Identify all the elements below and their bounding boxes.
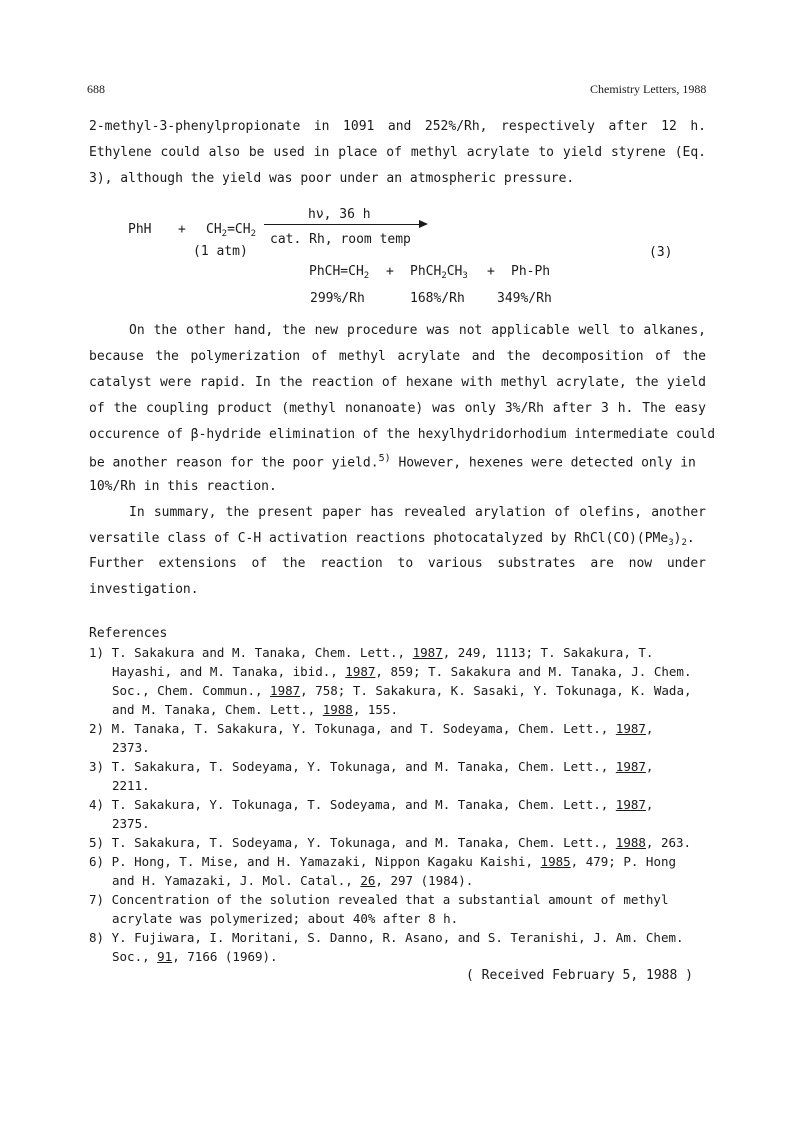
reference-line: 2211.	[112, 778, 150, 793]
paragraph-line: of the coupling product (methyl nonanoate) was only 3%/Rh after 3 h. The easy	[89, 401, 706, 416]
plus-sign: +	[487, 264, 495, 279]
conditions-top: hν, 36 h	[308, 207, 371, 222]
paragraph-line: 10%/Rh in this reaction.	[89, 479, 277, 494]
paragraph-line: catalyst were rapid. In the reaction of hexane with methyl acrylate, the yield	[89, 375, 706, 390]
reference-line: 8) Y. Fujiwara, I. Moritani, S. Danno, R. Asano, and S. Teranishi, J. Am. Chem.	[89, 930, 684, 945]
yield-ethylbenzene: 168%/Rh	[410, 291, 465, 306]
equation-number: (3)	[649, 245, 673, 260]
reference-line: and H. Yamazaki, J. Mol. Catal., 26, 297 (1984).	[112, 873, 474, 888]
reference-line: Hayashi, and M. Tanaka, ibid., 1987, 859; T. Sakakura and M. Tanaka, J. Chem.	[112, 664, 692, 679]
reference-line: acrylate was polymerized; about 40% after 8 h.	[112, 911, 459, 926]
references-heading: References	[89, 626, 168, 641]
yield-biphenyl: 349%/Rh	[497, 291, 552, 306]
plus-sign: +	[386, 264, 394, 279]
reference-line: 5) T. Sakakura, T. Sodeyama, Y. Tokunaga, and M. Tanaka, Chem. Lett., 1988, 263.	[89, 835, 692, 850]
reference-line: 2375.	[112, 816, 150, 831]
product-styrene: $PhCH=CH_2$	[309, 264, 370, 281]
paragraph-line: In summary, the present paper has revealed arylation of olefins, another	[129, 505, 706, 520]
paragraph-line: investigation.	[89, 582, 199, 597]
reference-line: 7) Concentration of the solution revealed that a substantial amount of methyl	[89, 892, 669, 907]
reference-line: 4) T. Sakakura, Y. Tokunaga, T. Sodeyama, and M. Tanaka, Chem. Lett., 1987,	[89, 797, 654, 812]
reference-line: 3) T. Sakakura, T. Sodeyama, Y. Tokunaga, and M. Tanaka, Chem. Lett., 1987,	[89, 759, 654, 774]
paragraph-line: 2-methyl-3-phenylpropionate in 1091 and 252%/Rh, respectively after 12 h.	[89, 119, 706, 134]
reference-line: Soc., Chem. Commun., 1987, 758; T. Sakakura, K. Sasaki, Y. Tokunaga, K. Wada,	[112, 683, 692, 698]
paragraph-line: Ethylene could also be used in place of methyl acrylate to yield styrene (Eq.	[89, 145, 706, 160]
reference-line: Soc., 91, 7166 (1969).	[112, 949, 278, 964]
page-number: 688	[87, 82, 105, 96]
reference-line: 2) M. Tanaka, T. Sakakura, Y. Tokunaga, and T. Sodeyama, Chem. Lett., 1987,	[89, 721, 654, 736]
reactant-benzene: PhH	[128, 222, 152, 237]
reactant-ethylene: $CH_2=CH_2$	[206, 222, 256, 239]
yield-styrene: 299%/Rh	[310, 291, 365, 306]
paragraph-line: 3), although the yield was poor under an atmospheric pressure.	[89, 171, 575, 186]
reference-line: 2373.	[112, 740, 150, 755]
product-ethylbenzene: $PhCH_2CH_3$	[410, 264, 468, 281]
paragraph-line: Further extensions of the reaction to various substrates are now under	[89, 556, 706, 571]
reference-line: 6) P. Hong, T. Mise, and H. Yamazaki, Nippon Kagaku Kaishi, 1985, 479; P. Hong	[89, 854, 677, 869]
plus-sign: +	[178, 222, 186, 237]
pressure-label: (1 atm)	[193, 244, 248, 259]
paragraph-line: occurence of β-hydride elimination of the hexylhydridorhodium intermediate could	[89, 427, 716, 442]
product-biphenyl: Ph-Ph	[511, 264, 551, 279]
paragraph-line: be another reason for the poor yield.$^{5)}$ However, hexenes were detected only in	[89, 453, 696, 471]
arrow-head-icon	[419, 220, 428, 228]
journal-header: Chemistry Letters, 1988	[590, 82, 707, 96]
paragraph-line: versatile class of C-H activation reactions photocatalyzed by $RhCl(CO)(PMe_3)_2$.	[89, 531, 695, 548]
paragraph-line: because the polymerization of methyl acrylate and the decomposition of the	[89, 349, 706, 364]
conditions-bottom: cat. Rh, room temp	[270, 232, 411, 247]
received-date: ( Received February 5, 1988 )	[466, 968, 693, 983]
reference-line: and M. Tanaka, Chem. Lett., 1988, 155.	[112, 702, 398, 717]
reaction-arrow	[264, 224, 420, 225]
paragraph-line: On the other hand, the new procedure was not applicable well to alkanes,	[129, 323, 706, 338]
reference-line: 1) T. Sakakura and M. Tanaka, Chem. Lett., 1987, 249, 1113; T. Sakakura, T.	[89, 645, 654, 660]
citation-superscript: 5)	[378, 453, 391, 464]
